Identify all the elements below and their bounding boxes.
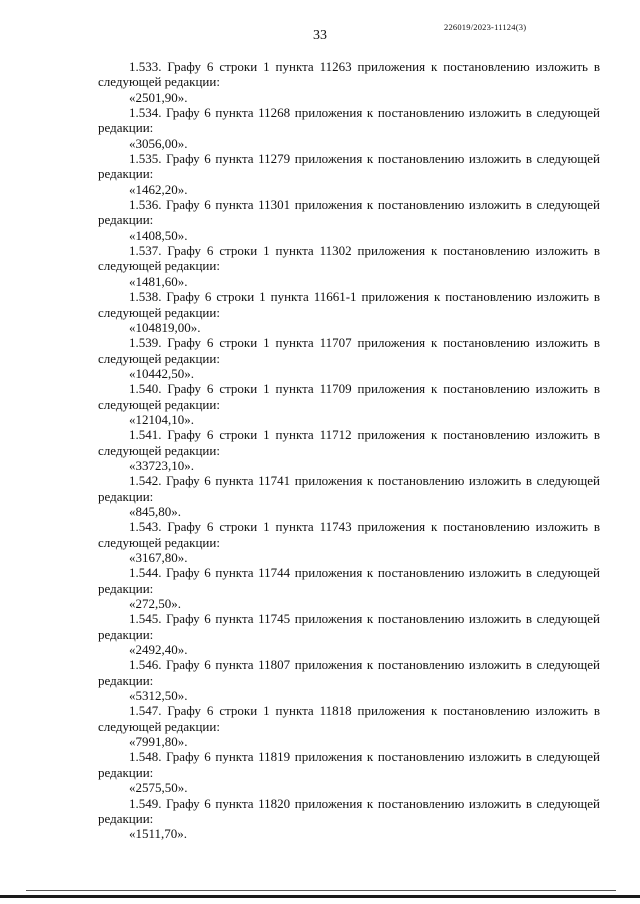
item-value: «1408,50». (129, 227, 188, 243)
item-value: «5312,50». (129, 688, 188, 704)
list-item (98, 335, 600, 381)
document-id: 226019/2023-11124(3) (444, 22, 527, 32)
item-paragraph: 1.544. Графу 6 пункта 11744 приложения к постановлению изложить в следующей редакции: (98, 565, 600, 596)
item-paragraph: 1.548. Графу 6 пункта 11819 приложения к постановлению изложить в следующей редакции: (98, 749, 600, 780)
scan-bottom-edge (0, 895, 640, 898)
item-value: «104819,00». (129, 319, 201, 335)
item-paragraph: 1.536. Графу 6 пункта 11301 приложения к постановлению изложить в следующей редакции: (98, 197, 600, 228)
list-item (98, 289, 600, 335)
list-item (98, 749, 600, 795)
item-value: «3056,00». (129, 135, 188, 151)
list-item (98, 565, 600, 611)
item-paragraph: 1.545. Графу 6 пункта 11745 приложения к постановлению изложить в следующей редакции: (98, 611, 600, 642)
item-value: «1462,20». (129, 181, 188, 197)
item-paragraph: 1.537. Графу 6 строки 1 пункта 11302 приложения к постановлению изложить в следующей редакции: (98, 243, 600, 274)
item-paragraph: 1.540. Графу 6 строки 1 пункта 11709 приложения к постановлению изложить в следующей редакции: (98, 381, 600, 412)
list-item (98, 796, 600, 842)
list-item (98, 151, 600, 197)
item-value: «2501,90». (129, 89, 188, 105)
item-value: «1481,60». (129, 273, 188, 289)
list-item (98, 59, 600, 105)
item-paragraph: 1.539. Графу 6 строки 1 пункта 11707 приложения к постановлению изложить в следующей редакции: (98, 335, 600, 366)
list-item (98, 657, 600, 703)
item-paragraph: 1.543. Графу 6 строки 1 пункта 11743 приложения к постановлению изложить в следующей редакции: (98, 519, 600, 550)
document-body (98, 59, 600, 842)
list-item (98, 427, 600, 473)
page-number: 33 (313, 28, 327, 43)
item-paragraph: 1.547. Графу 6 строки 1 пункта 11818 приложения к постановлению изложить в следующей редакции: (98, 703, 600, 734)
item-paragraph: 1.538. Графу 6 строки 1 пункта 11661-1 приложения к постановлению изложить в следующей редакции: (98, 289, 600, 320)
item-paragraph: 1.546. Графу 6 пункта 11807 приложения к постановлению изложить в следующей редакции: (98, 657, 600, 688)
list-item (98, 105, 600, 151)
list-item (98, 611, 600, 657)
item-value: «1511,70». (129, 826, 188, 842)
item-value: «3167,80». (129, 550, 188, 565)
item-value: «272,50». (129, 596, 181, 612)
list-item (98, 519, 600, 565)
item-value: «12104,10». (129, 411, 194, 427)
item-paragraph: 1.534. Графу 6 пункта 11268 приложения к постановлению изложить в следующей редакции: (98, 105, 600, 136)
item-value: «10442,50». (129, 365, 194, 381)
list-item (98, 381, 600, 427)
list-item (98, 473, 600, 519)
item-paragraph: 1.535. Графу 6 пункта 11279 приложения к постановлению изложить в следующей редакции: (98, 151, 600, 182)
list-item (98, 703, 600, 749)
item-value: «2492,40». (129, 642, 188, 658)
scan-edge-line (26, 890, 616, 891)
item-value: «33723,10». (129, 457, 194, 473)
item-paragraph: 1.549. Графу 6 пункта 11820 приложения к постановлению изложить в следующей редакции: (98, 795, 600, 826)
item-value: «845,80». (129, 503, 181, 519)
list-item (98, 197, 600, 243)
item-paragraph: 1.541. Графу 6 строки 1 пункта 11712 приложения к постановлению изложить в следующей редакции: (98, 427, 600, 458)
item-paragraph: 1.542. Графу 6 пункта 11741 приложения к постановлению изложить в следующей редакции: (98, 473, 600, 504)
item-paragraph: 1.533. Графу 6 строки 1 пункта 11263 приложения к постановлению изложить в следующей редакции: (98, 59, 600, 90)
list-item (98, 243, 600, 289)
item-value: «2575,50». (129, 780, 188, 796)
item-value: «7991,80». (129, 734, 188, 750)
